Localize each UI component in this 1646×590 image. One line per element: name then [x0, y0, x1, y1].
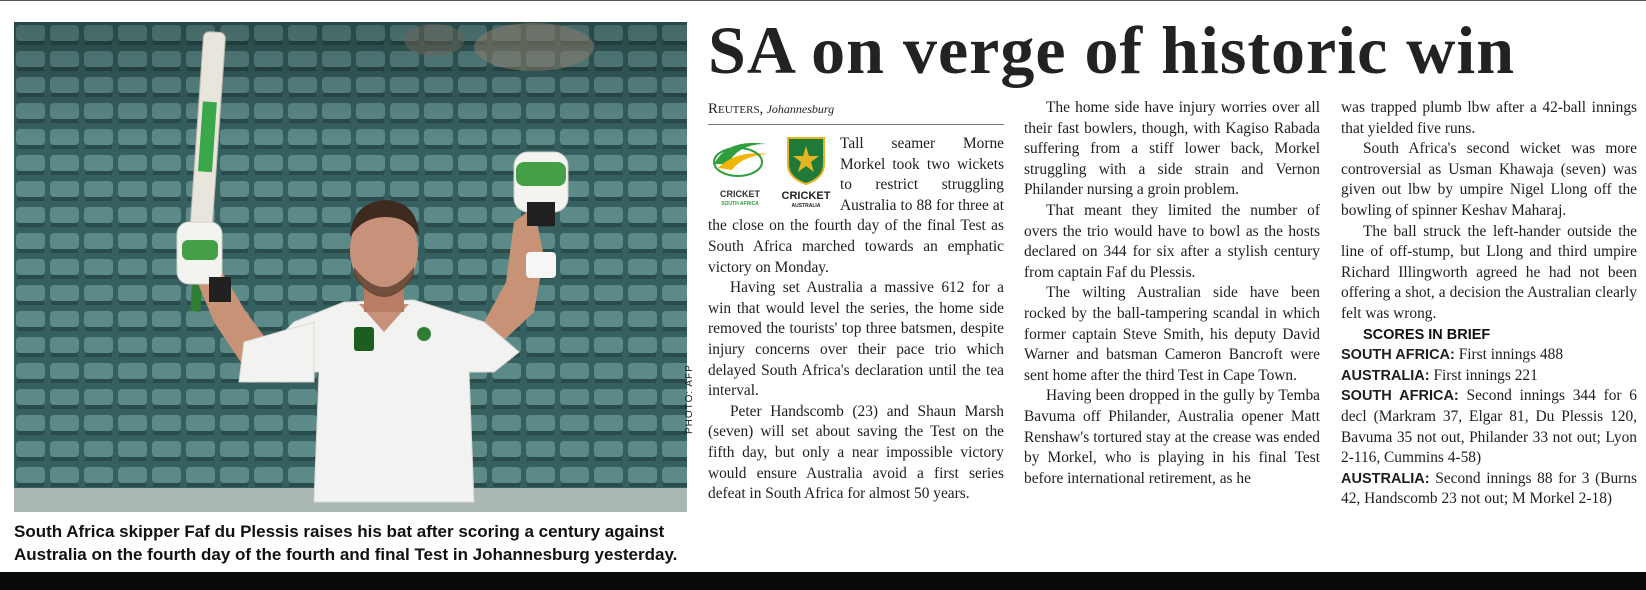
- cricket-australia-logo: [780, 134, 832, 211]
- article-column-3: [1341, 98, 1637, 510]
- photo-credit: PHOTO: AFP: [684, 364, 695, 434]
- score-line: [1341, 366, 1637, 387]
- paragraph: The home side have injury worries over all their fast bowlers, though, with Kagiso Rabada suffering from a stiff lower back, Morkel struggling with a side strain and Vernon Philander nursing a groin problem.: [1024, 99, 1320, 199]
- byline: [708, 98, 1004, 125]
- article-photo: [14, 22, 687, 512]
- score-detail: Second innings 88 for 3 (Burns 42, Handscomb 23 not out; M Morkel 2-18): [1341, 469, 1637, 508]
- score-line: [1341, 469, 1637, 510]
- headline: SA on verge of historic win: [708, 12, 1516, 88]
- score-detail: Second innings 344 for 6 decl (Markram 37, Elgar 81, Du Plessis 120, Bavuma 35 not out, Philander 33 not out; Lyon 2-116, Cummins 4-58): [1341, 387, 1637, 467]
- score-team: AUSTRALIA:: [1341, 367, 1430, 384]
- ca-logo-sub: AUSTRALIA: [791, 202, 821, 209]
- paragraph: Having been dropped in the gully by Temba Bavuma off Philander, Australia opener Matt Renshaw's tortured stay at the crease was ended by Morkel, who is playing in his final Test before international retirement, as he: [1024, 387, 1320, 487]
- paragraph: Having set Australia a massive 612 for a win that would level the series, the home side removed the tourists' top three batsmen, despite injury concerns over their pace trio which delayed South Africa's declaration until the tea interval.: [708, 279, 1004, 400]
- paragraph: The ball struck the left-hander outside the line of off-stump, but Llong and third umpire Richard Illingworth agreed he had not been offering a shot, a decision the Australian clearly felt was wrong.: [1341, 222, 1637, 322]
- byline-agency: Reuters,: [708, 101, 764, 117]
- csa-logo-sub: SOUTH AFRICA: [721, 200, 759, 207]
- paragraph: was trapped plumb lbw after a 42-ball innings that yielded five runs.: [1341, 99, 1637, 137]
- paragraph: Peter Handscomb (23) and Shaun Marsh (seven) will set about saving the Test on the fifth day, but only a near impossible victory would ensure Australia avoid a first series defeat in South Africa for almost 50 years.: [708, 402, 1004, 503]
- top-rule: [0, 0, 1646, 1]
- paragraph: The wilting Australian side have been rocked by the ball-tampering scandal in which former captain Steve Smith, his deputy David Warner and batsman Cameron Bancroft were sent home after the third Test in Cape Town.: [1024, 284, 1320, 384]
- article-column-1: [708, 98, 1004, 505]
- bottom-bar: [0, 572, 1646, 590]
- team-logos: [708, 134, 832, 212]
- score-line: [1341, 386, 1637, 468]
- article-column-2: [1024, 98, 1320, 489]
- score-detail: First innings 221: [1429, 366, 1538, 384]
- paragraph: South Africa's second wicket was more controversial as Usman Khawaja (seven) was given out lbw by umpire Nigel Llong off the bowling of spinner Keshav Maharaj.: [1341, 140, 1637, 219]
- score-team: SOUTH AFRICA:: [1341, 388, 1459, 405]
- stadium-photo-illustration: [14, 22, 687, 512]
- cricket-south-africa-logo: [708, 134, 772, 209]
- score-detail: First innings 488: [1454, 346, 1564, 364]
- score-line: [1341, 345, 1637, 366]
- csa-logo-word: CRICKET: [720, 188, 760, 199]
- ca-crest-icon: [780, 134, 832, 186]
- paragraph: That meant they limited the number of overs the trio would have to bowl as the hosts declared on 344 for six after a stylish century from captain Faf du Plessis.: [1024, 201, 1320, 281]
- csa-emblem-icon: [708, 134, 772, 182]
- scores-heading: SCORES IN BRIEF: [1363, 326, 1491, 343]
- paragraph: Tall seamer Morne Morkel took two wickets to restrict struggling Australia to 88 for three at the close on the fourth day of the final Test as South Africa marched towards an emphatic victory on Monday.: [708, 135, 1004, 276]
- photo-caption: South Africa skipper Faf du Plessis raises his bat after scoring a century against Australia on the fourth day of the fourth and final Test in Johannesburg yesterday.: [14, 522, 678, 564]
- ca-logo-word: CRICKET: [781, 189, 831, 202]
- score-team: AUSTRALIA:: [1341, 470, 1430, 487]
- score-team: SOUTH AFRICA:: [1341, 347, 1455, 364]
- byline-location: Johannesburg: [766, 102, 835, 116]
